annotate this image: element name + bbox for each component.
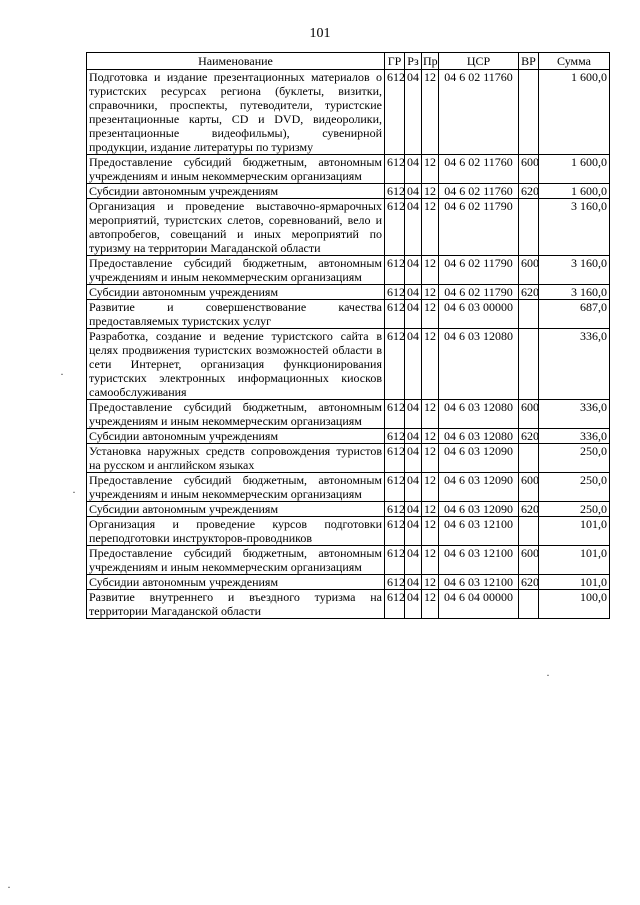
cell-vr: 600 xyxy=(519,155,539,184)
table-row xyxy=(87,575,610,590)
cell-pr: 12 xyxy=(422,473,439,502)
cell-rz: 04 xyxy=(405,444,422,473)
cell-vr xyxy=(519,444,539,473)
table-row xyxy=(87,329,610,400)
cell-rz: 04 xyxy=(405,300,422,329)
cell-rz: 04 xyxy=(405,502,422,517)
cell-sum: 250,0 xyxy=(539,502,610,517)
cell-vr: 600 xyxy=(519,256,539,285)
cell-gr: 612 xyxy=(385,444,405,473)
cell-csr: 04 6 02 11790 xyxy=(439,256,519,285)
cell-pr: 12 xyxy=(422,155,439,184)
cell-sum: 101,0 xyxy=(539,546,610,575)
cell-rz: 04 xyxy=(405,546,422,575)
cell-vr xyxy=(519,329,539,400)
cell-csr: 04 6 02 11790 xyxy=(439,199,519,256)
cell-vr: 620 xyxy=(519,502,539,517)
cell-vr xyxy=(519,70,539,155)
cell-rz: 04 xyxy=(405,575,422,590)
page-number: 101 xyxy=(309,26,331,41)
cell-sum: 3 160,0 xyxy=(539,256,610,285)
cell-gr: 612 xyxy=(385,300,405,329)
cell-gr: 612 xyxy=(385,199,405,256)
cell-name: Организация и проведение курсов подготовки переподготовки инструкторов-проводников xyxy=(87,517,385,546)
header-rz: Рз xyxy=(405,53,422,70)
cell-rz: 04 xyxy=(405,285,422,300)
cell-name: Субсидии автономным учреждениям xyxy=(87,285,385,300)
cell-pr: 12 xyxy=(422,590,439,619)
cell-gr: 612 xyxy=(385,329,405,400)
cell-sum: 336,0 xyxy=(539,429,610,444)
cell-gr: 612 xyxy=(385,546,405,575)
table-row xyxy=(87,517,610,546)
cell-gr: 612 xyxy=(385,517,405,546)
table-row xyxy=(87,400,610,429)
cell-vr: 620 xyxy=(519,429,539,444)
cell-pr: 12 xyxy=(422,329,439,400)
cell-sum: 687,0 xyxy=(539,300,610,329)
cell-name: Организация и проведение выставочно-ярмарочных мероприятий, туристских слетов, соревнований, вело и автопробегов, совещаний и иных мероприятий по туризму на территории Магаданской области xyxy=(87,199,385,256)
cell-rz: 04 xyxy=(405,590,422,619)
cell-csr: 04 6 03 12080 xyxy=(439,429,519,444)
cell-name: Субсидии автономным учреждениям xyxy=(87,184,385,199)
cell-gr: 612 xyxy=(385,473,405,502)
cell-pr: 12 xyxy=(422,429,439,444)
cell-rz: 04 xyxy=(405,473,422,502)
cell-pr: 12 xyxy=(422,256,439,285)
header-vr: ВР xyxy=(519,53,539,70)
table-row xyxy=(87,444,610,473)
cell-csr: 04 6 02 11760 xyxy=(439,70,519,155)
cell-gr: 612 xyxy=(385,400,405,429)
header-sum: Сумма xyxy=(539,53,610,70)
cell-name: Развитие и совершенствование качества предоставляемых туристских услуг xyxy=(87,300,385,329)
cell-vr: 620 xyxy=(519,575,539,590)
cell-rz: 04 xyxy=(405,256,422,285)
cell-name: Предоставление субсидий бюджетным, автономным учреждениям и иным некоммерческим организациям xyxy=(87,473,385,502)
cell-name: Подготовка и издание презентационных материалов о туристских ресурсах региона (буклеты, визитки, справочники, проспекты, путеводители, туристские презентационные карты, CD и DVD, видеоролики, презентационные видеофильмы), сувенирной продукции, издание литературы по туризму xyxy=(87,70,385,155)
cell-sum: 1 600,0 xyxy=(539,70,610,155)
table-row xyxy=(87,199,610,256)
cell-vr: 600 xyxy=(519,546,539,575)
header-csr: ЦСР xyxy=(439,53,519,70)
table-row xyxy=(87,546,610,575)
cell-gr: 612 xyxy=(385,429,405,444)
table-row xyxy=(87,256,610,285)
cell-sum: 336,0 xyxy=(539,329,610,400)
cell-rz: 04 xyxy=(405,400,422,429)
cell-name: Предоставление субсидий бюджетным, автономным учреждениям и иным некоммерческим организациям xyxy=(87,256,385,285)
header-gr: ГР xyxy=(385,53,405,70)
cell-sum: 1 600,0 xyxy=(539,155,610,184)
cell-sum: 101,0 xyxy=(539,575,610,590)
cell-name: Развитие внутреннего и въездного туризма на территории Магаданской области xyxy=(87,590,385,619)
cell-csr: 04 6 03 12090 xyxy=(439,502,519,517)
cell-pr: 12 xyxy=(422,285,439,300)
cell-sum: 250,0 xyxy=(539,473,610,502)
cell-csr: 04 6 04 00000 xyxy=(439,590,519,619)
cell-gr: 612 xyxy=(385,575,405,590)
cell-name: Разработка, создание и ведение туристского сайта в целях продвижения туристских возможностей области в сети Интернет, организация функционирования туристских электронных информационных киосков самообслуживания xyxy=(87,329,385,400)
cell-sum: 3 160,0 xyxy=(539,285,610,300)
cell-csr: 04 6 03 12100 xyxy=(439,517,519,546)
cell-gr: 612 xyxy=(385,70,405,155)
cell-name: Субсидии автономным учреждениям xyxy=(87,429,385,444)
cell-csr: 04 6 03 12100 xyxy=(439,575,519,590)
cell-name: Предоставление субсидий бюджетным, автономным учреждениям и иным некоммерческим организациям xyxy=(87,546,385,575)
scan-dot: · xyxy=(60,367,64,381)
cell-sum: 101,0 xyxy=(539,517,610,546)
cell-pr: 12 xyxy=(422,575,439,590)
cell-csr: 04 6 03 00000 xyxy=(439,300,519,329)
cell-gr: 612 xyxy=(385,590,405,619)
cell-vr xyxy=(519,517,539,546)
cell-csr: 04 6 03 12080 xyxy=(439,329,519,400)
cell-name: Субсидии автономным учреждениям xyxy=(87,502,385,517)
cell-pr: 12 xyxy=(422,300,439,329)
cell-rz: 04 xyxy=(405,70,422,155)
cell-gr: 612 xyxy=(385,184,405,199)
cell-name: Предоставление субсидий бюджетным, автономным учреждениям и иным некоммерческим организациям xyxy=(87,155,385,184)
cell-vr: 620 xyxy=(519,285,539,300)
cell-sum: 1 600,0 xyxy=(539,184,610,199)
table-row xyxy=(87,502,610,517)
scan-dot: · xyxy=(72,485,76,499)
table-row xyxy=(87,184,610,199)
cell-sum: 100,0 xyxy=(539,590,610,619)
cell-sum: 250,0 xyxy=(539,444,610,473)
cell-csr: 04 6 02 11760 xyxy=(439,155,519,184)
cell-csr: 04 6 03 12090 xyxy=(439,473,519,502)
cell-vr xyxy=(519,300,539,329)
scan-dot: · xyxy=(7,880,11,894)
cell-name: Установка наружных средств сопровождения туристов на русском и английском языках xyxy=(87,444,385,473)
cell-rz: 04 xyxy=(405,329,422,400)
cell-pr: 12 xyxy=(422,517,439,546)
cell-pr: 12 xyxy=(422,70,439,155)
cell-csr: 04 6 03 12100 xyxy=(439,546,519,575)
cell-sum: 3 160,0 xyxy=(539,199,610,256)
header-name: Наименование xyxy=(87,53,385,70)
cell-vr: 600 xyxy=(519,400,539,429)
table-header-row xyxy=(87,53,610,70)
cell-gr: 612 xyxy=(385,256,405,285)
cell-csr: 04 6 02 11760 xyxy=(439,184,519,199)
budget-table xyxy=(86,52,610,619)
cell-name: Субсидии автономным учреждениям xyxy=(87,575,385,590)
cell-pr: 12 xyxy=(422,184,439,199)
cell-rz: 04 xyxy=(405,517,422,546)
cell-vr xyxy=(519,590,539,619)
table-row xyxy=(87,429,610,444)
cell-pr: 12 xyxy=(422,502,439,517)
table-row xyxy=(87,300,610,329)
table-row xyxy=(87,70,610,155)
table-row xyxy=(87,590,610,619)
header-pr: Пр xyxy=(423,54,438,68)
cell-name: Предоставление субсидий бюджетным, автономным учреждениям и иным некоммерческим организациям xyxy=(87,400,385,429)
table-row xyxy=(87,155,610,184)
cell-csr: 04 6 03 12090 xyxy=(439,444,519,473)
scan-dot: · xyxy=(546,668,550,682)
cell-csr: 04 6 02 11790 xyxy=(439,285,519,300)
cell-rz: 04 xyxy=(405,429,422,444)
cell-sum: 336,0 xyxy=(539,400,610,429)
cell-pr: 12 xyxy=(422,199,439,256)
cell-gr: 612 xyxy=(385,155,405,184)
cell-vr: 620 xyxy=(519,184,539,199)
cell-pr: 12 xyxy=(422,546,439,575)
cell-vr: 600 xyxy=(519,473,539,502)
table-row xyxy=(87,285,610,300)
cell-gr: 612 xyxy=(385,285,405,300)
table-row xyxy=(87,473,610,502)
cell-rz: 04 xyxy=(405,199,422,256)
cell-rz: 04 xyxy=(405,155,422,184)
cell-csr: 04 6 03 12080 xyxy=(439,400,519,429)
cell-pr: 12 xyxy=(422,444,439,473)
table-body xyxy=(87,70,610,619)
cell-vr xyxy=(519,199,539,256)
cell-pr: 12 xyxy=(422,400,439,429)
cell-gr: 612 xyxy=(385,502,405,517)
cell-rz: 04 xyxy=(405,184,422,199)
